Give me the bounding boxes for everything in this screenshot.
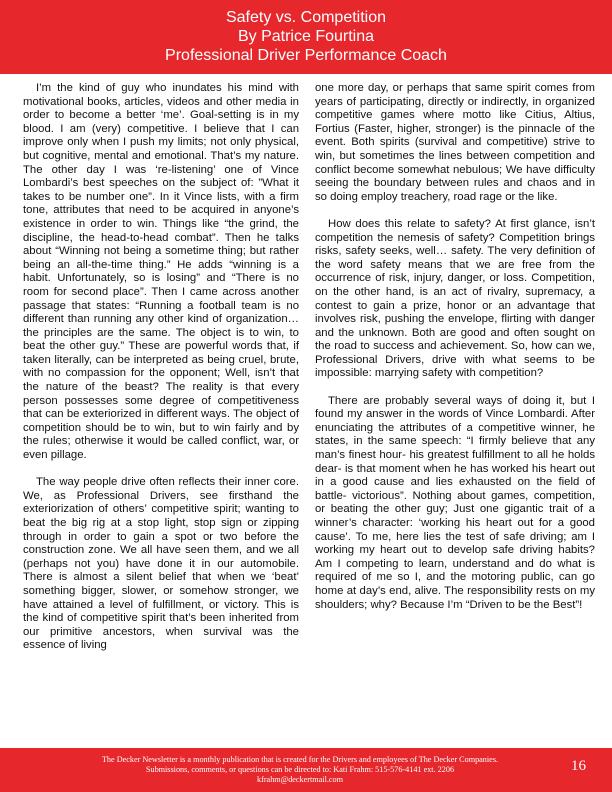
article-title: Safety vs. Competition (225, 9, 387, 26)
paragraph: I’m the kind of guy who inundates his mind with motivational books, articles, videos and other media in order to become a better ‘me’. Goal-setting is in my blood. I am (very) competitive. I believe that I can improve only when I push my limits; not only physical, but cognitive, mental and emotional. That’s my nature. The other day I was ‘re-listening’ one of Vince Lombardi’s best speeches on the subject of: ”What it takes to be number one”. In it Vince lists, with a firm tone, attributes that need to be acquired in anyone’s existence in order to win. Things like “the grind, the discipline, the head-to-head combat”. Then he talks about “Winning not being a sometime thing; but rather being an all-the-time thing.” He adds “winning is a habit. Unfortunately, so is losing” and “There is no room for second place”. Then I came across another passage that states: “Running a football team is no different than running any other kind of organization… the principles are the same. The object is to win, to beat the other guy.” These are powerful words that, if taken literally, can be interpreted as being cruel, brute, with no compassion for the opponent; Well, isn’t that the nature of the beast? The reality is that every person possesses some degree of competitiveness that can be exteriorized in different ways. The object of competition should be to win, but to win fairly and by the rules; otherwise it would be called conflict, war, or even pillage. (23, 82, 299, 462)
footer-text (40, 755, 560, 785)
footer-line-contact: Submissions, comments, or questions can be directed to: Kati Frahm: 515-576-4141 ext. 2206 (145, 765, 455, 774)
paragraph: There are probably several ways of doing it, but I found my answer in the words of Vince Lombardi. After enunciating the attributes of a competitive winner, he states, in the same speech: “I firmly believe that any man’s finest hour- his greatest fulfillment to all he holds dear- is that moment when he has worked his heart out in a good cause and lies exhausted on the field of battle- victorious”. Nothing about games, competition, or beating the other guy; Just one gigantic trait of a winner’s character: ‘working his heart out for a good cause’. To me, here lies the test of safe driving; am I working my heart out to develop safe driving habits? Am I competing to learn, understand and do what is required of me so I, and the motoring public, can go home at day’s end, alive. The responsibility rests on my shoulders; why? Because I’m “Driven to be the Best”! (315, 394, 595, 611)
article-byline: By Patrice Fourtina (237, 28, 375, 45)
page-number: 16 (571, 758, 586, 774)
header-banner (0, 0, 612, 74)
paragraph: The way people drive often reflects their inner core. We, as Professional Drivers, see firsthand the exteriorization of others’ competitive spirit; wanting to beat the big rig at a stop light, stop sign or zipping through in order to gain a spot or two before the construction zone. We all have seen them, and we all (perhaps not you) have done it in our automobile. There is almost a silent belief that when we ‘beat’ something bigger, slower, or somehow stronger, we have attained a level of fulfillment, or victory. This is the kind of competitive spirit that’s been inherited from our primitive ancestors, when survival was the essence of living (23, 476, 299, 652)
footer-line-publication: The Decker Newsletter is a monthly publication that is created for the Drivers and employees of The Decker Companies. (101, 755, 499, 764)
paragraph: one more day, or perhaps that same spirit comes from years of participating, directly or indirectly, in organized competitive games where motto like Citius, Altius, Fortius (Faster, higher, stronger) is the pinnacle of the event. Both spirits (survival and competitive) strive to win, but sometimes the lines between competition and conflict become somewhat nebulous; We have difficulty seeing the boundary between rules and chaos and in so doing employ treachery, road rage or the like. (315, 82, 595, 203)
paragraph: How does this relate to safety? At first glance, isn’t competition the nemesis of safety? Competition brings risks, safety seeks, well… safety. The very definition of the word safety means that we are free from the occurrence of risk, injury, danger, or loss. Competition, on the other hand, is an act of rivalry, supremacy, a contest to gain a prize, honor or an advantage that involves risk, pushing the envelope, flirting with danger and the unknown. Both are good and often sought on the road to success and achievement. So, how can we, Professional Drivers, drive with what seems to be impossible: marrying safety with competition? (315, 217, 595, 380)
footer-banner (0, 748, 612, 792)
right-column (315, 82, 595, 626)
footer-email-link[interactable]: kfrahm@deckertmail.com (257, 775, 343, 784)
left-column (23, 82, 299, 667)
author-role: Professional Driver Performance Coach (165, 47, 447, 64)
